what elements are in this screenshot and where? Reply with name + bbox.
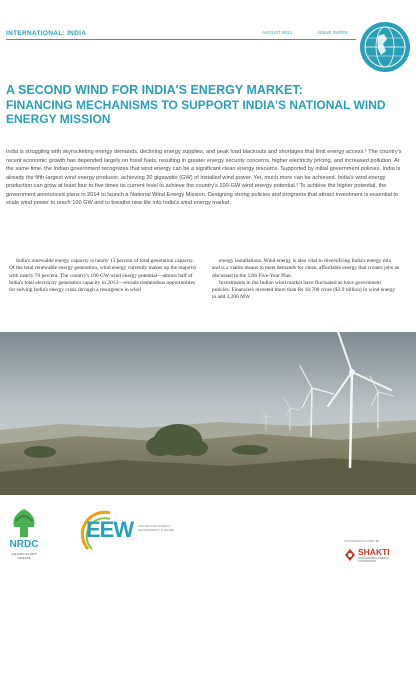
nrdc-tagline: THE EARTH'S BEST DEFENSE	[10, 552, 38, 560]
globe-icon	[360, 22, 410, 72]
ceew-text: CENTRE FOR ENERGY, ENVIRONMENT & WATER	[138, 524, 175, 532]
ceew-name: EEW	[86, 517, 134, 542]
tree-icon	[6, 507, 42, 539]
body-paragraph: Investments in the Indian wind market have fluctuated as have government policies. Financiers invested more than Rs 18,700 crore ($3.9 billion) in wind energy to add 3,200 MW	[212, 279, 396, 301]
issue-date: AUGUST 2014	[262, 30, 292, 35]
body-paragraph: India's renewable energy capacity is nearly 13 percent of total generation capacity. Of the total renewable energy generation, wind energy currently makes up the majority with nearly 70 percent. The country's 100 GW wind energy potential—almost half of India's total electricity generation capacity in 2013—reveals tremendous opportunities for solving India's energy crisis through a resurgence in wind	[9, 258, 197, 294]
shakti-mark-icon	[344, 548, 356, 562]
body-column-right	[212, 258, 400, 302]
page-title: A SECOND WIND FOR INDIA'S ENERGY MARKET:	[6, 83, 303, 97]
photo-caption: Wind mills in Jath, Sangli district in Maharashtra, India	[9, 670, 74, 681]
shakti-logo	[344, 539, 408, 569]
body-column-left	[9, 258, 197, 294]
header-rule	[6, 39, 356, 40]
page-subtitle: FINANCING MECHANISMS TO SUPPORT INDIA'S NATIONAL WIND ENERGY MISSION	[6, 98, 386, 126]
ceew-logo	[80, 509, 180, 559]
shakti-name: SHAKTI	[358, 547, 390, 557]
body-paragraph: energy installations. Wind energy is also vital to diversifying India's energy mix and is a viable means to meet demands for clean, affordable energy that creates jobs as discussed in the 12th Five-Year Plan.	[212, 258, 399, 279]
header-bar	[0, 0, 416, 50]
section-label: INTERNATIONAL: INDIA	[6, 30, 87, 37]
nrdc-name: NRDC	[9, 539, 39, 550]
nrdc-logo	[6, 507, 42, 563]
footer-logos	[0, 495, 416, 593]
supported-by-label: SUPPORTED IN PART BY:	[344, 539, 381, 543]
intro-paragraph: India is struggling with skyrocketing energy demands, declining energy supplies, and peak load blackouts and shortages that limit energy access.¹ The country's recent economic growth has depended largely on fossil fuels, resulting in greater energy security concerns, higher electricity pricing, and increased pollution. At the same time, the Indian government recognizes that wind energy can be a significant clean energy resource. Supported by initial government policies, India is already the fifth-largest wind energy producer, achieving 20 gigawatts (GW) of installed wind power. Yet, much more can be achieved. India's wind energy production can grow at least four to five times its current level to achieve the country's 100-GW wind energy potential.² To achieve the higher potential, the government announced plans in 2014 to launch a National Wind Energy Mission. Designing strong policies and programs that attract investment is essential to scale wind power to reach 100 GW and to breathe new life into India's wind energy market.	[6, 149, 402, 206]
shakti-subtitle: SUSTAINABLE ENERGY FOUNDATION	[358, 556, 390, 564]
doc-type: ISSUE PAPER	[318, 30, 348, 35]
